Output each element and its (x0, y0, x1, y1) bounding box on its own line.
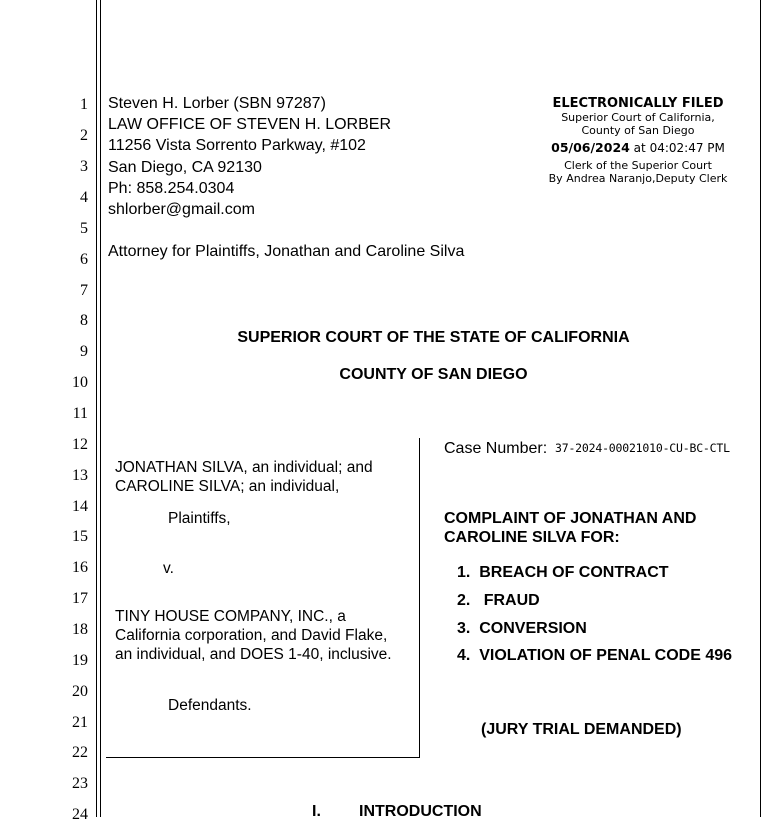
line-number: 22 (72, 744, 88, 761)
attorney-phone: Ph: 858.254.0304 (108, 180, 235, 197)
cause-text: VIOLATION OF PENAL CODE 496 (479, 647, 733, 664)
plaintiffs-line1: JONATHAN SILVA, an individual; and (115, 459, 373, 476)
caption-vertical-rule (419, 438, 420, 758)
cause-item (457, 647, 732, 665)
line-number: 13 (72, 467, 88, 484)
line-number: 12 (72, 436, 88, 453)
case-number-label: Case Number: (444, 440, 548, 457)
stamp-time: 04:02:47 PM (649, 141, 725, 155)
stamp-date: 05/06/2024 (551, 140, 630, 155)
cause-item (457, 620, 587, 638)
section-title: INTRODUCTION (359, 803, 482, 820)
line-number: 2 (80, 127, 88, 144)
line-number: 20 (72, 683, 88, 700)
left-margin-rule-outer (96, 0, 97, 817)
line-number: 19 (72, 652, 88, 669)
attorney-firm: LAW OFFICE OF STEVEN H. LORBER (108, 116, 391, 133)
line-number: 8 (80, 312, 88, 329)
cause-item (457, 564, 669, 582)
case-number: 37-2024-00021010-CU-BC-CTL (555, 441, 730, 455)
cause-text: FRAUD (483, 592, 540, 609)
line-number: 18 (72, 621, 88, 638)
defendants-line2: California corporation, and David Flake, (115, 627, 388, 644)
filing-stamp (540, 96, 736, 185)
line-number: 15 (72, 528, 88, 545)
line-number: 3 (80, 158, 88, 175)
line-number: 16 (72, 559, 88, 576)
attorney-street: 11256 Vista Sorrento Parkway, #102 (108, 137, 366, 154)
attorney-city: San Diego, CA 92130 (108, 159, 262, 176)
line-number: 1 (80, 96, 88, 113)
stamp-title: ELECTRONICALLY FILED (552, 96, 724, 111)
line-number: 21 (72, 714, 88, 731)
defendants-line3: an individual, and DOES 1-40, inclusive. (115, 646, 392, 663)
plaintiffs-label: Plaintiffs, (168, 510, 231, 527)
line-number: 24 (72, 806, 88, 823)
caption-bottom-rule (106, 757, 420, 758)
stamp-at: at (633, 141, 646, 155)
line-number: 10 (72, 374, 88, 391)
cause-number: 2. (457, 592, 471, 609)
stamp-county: County of San Diego (581, 124, 695, 137)
plaintiffs-line2: CAROLINE SILVA; an individual, (115, 478, 340, 495)
court-name: SUPERIOR COURT OF THE STATE OF CALIFORNIA (237, 329, 630, 346)
stamp-court: Superior Court of California, (561, 111, 715, 124)
right-margin-rule (760, 0, 761, 817)
line-number: 7 (80, 282, 88, 299)
line-number: 5 (80, 220, 88, 237)
line-number: 17 (72, 590, 88, 607)
jury-demand: (JURY TRIAL DEMANDED) (481, 721, 682, 738)
line-number: 9 (80, 343, 88, 360)
line-number: 23 (72, 775, 88, 792)
complaint-title-line1: COMPLAINT OF JONATHAN AND (444, 510, 697, 527)
cause-text: BREACH OF CONTRACT (479, 564, 669, 581)
cause-number: 1. (457, 564, 471, 581)
stamp-datetime (540, 141, 736, 155)
line-number: 14 (72, 498, 88, 515)
stamp-clerk: Clerk of the Superior Court (564, 159, 712, 172)
attorney-email: shlorber@gmail.com (108, 201, 255, 218)
line-number: 11 (72, 405, 88, 422)
left-margin-rule-inner (100, 0, 101, 817)
cause-number: 3. (457, 620, 471, 637)
court-county: COUNTY OF SAN DIEGO (339, 366, 528, 383)
complaint-title-line2: CAROLINE SILVA FOR: (444, 529, 620, 546)
section-number: I. (312, 803, 321, 820)
cause-number: 4. (457, 647, 471, 664)
line-number: 4 (80, 189, 88, 206)
stamp-deputy: By Andrea Naranjo,Deputy Clerk (548, 172, 728, 185)
attorney-for: Attorney for Plaintiffs, Jonathan and Caroline Silva (108, 243, 465, 260)
defendants-label: Defendants. (168, 697, 252, 714)
attorney-name: Steven H. Lorber (SBN 97287) (108, 95, 326, 112)
line-number: 6 (80, 251, 88, 268)
cause-text: CONVERSION (479, 620, 587, 637)
versus: v. (163, 560, 174, 577)
cause-item (457, 592, 540, 610)
defendants-line1: TINY HOUSE COMPANY, INC., a (115, 608, 346, 625)
